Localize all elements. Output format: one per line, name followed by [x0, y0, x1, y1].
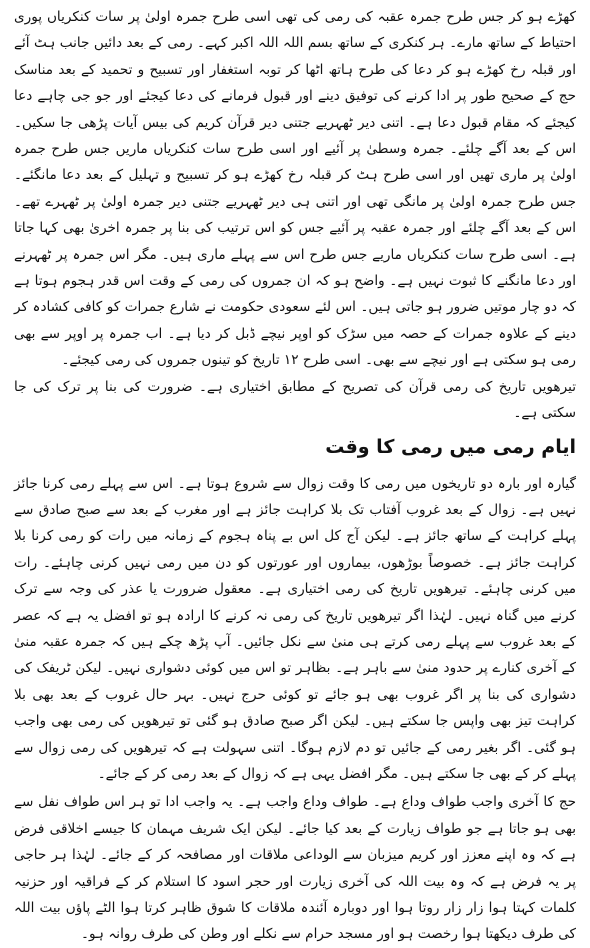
paragraph-ramy-timing: گیارہ اور بارہ دو تاریخوں میں رمی کا وقت زوال سے شروع ہوتا ہے۔ اس سے پہلے رمی کرنا جائز نہیں ہے۔ زوال کے بعد غروب آفتاب تک بلا کراہت جائز ہے اور مغرب کے بعد سے صبح صادق سے پہلے کراہت کے ساتھ جائز ہے۔ لیکن آج کل اس بے پناہ ہجوم کے زمانہ میں رات کو رمی کرنا بلا کراہت جائز ہے۔ خصوصاً بوڑھوں، بیماروں اور عورتوں کو دن میں رمی نہیں کرنی چاہئے۔ رات میں کرنی چاہئے۔ تیرھویں تاریخ کی رمی اختیاری ہے۔ معقول ضرورت یا عذر کی وجہ سے ترک کرنے میں گناہ نہیں۔ لہٰذا اگر تیرھویں تاریخ کی رمی نہ کرنے کا ارادہ ہو تو افضل یہ ہے کہ عصر کے بعد غروب سے پہلے رمی کرتے ہی منیٰ سے نکل جائیں۔ آپ پڑھ چکے ہیں کہ جمرہ عقبہ منیٰ کے آخری کنارے پر حدود منیٰ سے باہر ہے۔ بظاہر تو اس میں کوئی دشواری نہیں۔ لیکن ٹریفک کی دشواری کی بنا پر اگر غروب بھی ہو جائے تو کوئی حرج نہیں۔ بہر حال غروب کے بعد بھی بلا کراہت تیز بھی واپس جا سکتے ہیں۔ لیکن اگر صبح صادق ہو گئی تو تیرھویں کی رمی بھی واجب ہو گئی۔ اگر بغیر رمی کے جائیں تو دم لازم ہوگا۔ اتنی سہولت ہے کہ تیرھویں کی رمی زوال سے پہلے کر کے بھی جا سکتے ہیں۔ مگر افضل یہی ہے کہ زوال کے بعد رمی کر کے جائے۔ [14, 475, 576, 782]
paragraph-jamarat-ramy: کھڑے ہو کر جس طرح جمرہ عقبہ کی رمی کی تھی اسی طرح جمرہ اولیٰ پر سات کنکریاں پوری احتیاط کے ساتھ مارے۔ ہر کنکری کے ساتھ بسم اللہ اللہ اکبر کہے۔ رمی کے بعد دائیں جانب ہٹ آئے اور قبلہ رخ کھڑے ہو کر دعا کی طرح ہاتھ اٹھا کر توبہ استغفار اور تسبیح و تحمید کے بعد مناسک حج کے صحیح طور پر ادا کرنے کی توفیق دینے اور قبول فرمانے کی دعا کیجئے اور جو جی چاہے دعا کیجئے کہ مقام قبول دعا ہے۔ اتنی دیر ٹھہریے جتنی دیر قرآن کریم کی بیس آیات پڑھی جا سکیں۔ اس کے بعد آگے چلئے۔ جمرہ وسطیٰ پر آئیے اور اسی طرح سات کنکریاں ماریں جس طرح جمرہ اولیٰ پر ماری تھیں اور اسی طرح ہٹ کر قبلہ رخ کھڑے ہو کر تسبیح و تہلیل کے بعد دعا مانگئے۔ جس طرح جمرہ اولیٰ پر مانگی تھی اور اتنی ہی دیر ٹھہریے جتنی دیر جمرہ اولیٰ پر ٹھہرے تھے۔ اس کے بعد آگے چلئے اور جمرہ عقبہ پر آئیے جس کو اس ترتیب کی بنا پر جمرہ اخریٰ بھی کہا جاتا ہے۔ اسی طرح سات کنکریاں ماریے جس طرح اس سے پہلے ماری ہیں۔ مگر اس جمرہ پر ٹھہرنے اور دعا مانگنے کا ثبوت نہیں ہے۔ واضح ہو کہ ان جمروں کی رمی کے وقت اس قدر ہجوم ہوتا ہے کہ دو چار موتیں ضرور ہو جاتی ہیں۔ اس لئے سعودی حکومت نے شارع جمرات کو کافی کشادہ کر دینے کے علاوہ جمرات کے حصہ میں سڑک کو اوپر نیچے ڈبل کر دیا ہے۔ اب جمرہ پر اوپر سے بھی رمی ہو سکتی ہے اور نیچے سے بھی۔ اسی طرح ۱۲ تاریخ کو تینوں جمروں کی رمی کیجئے۔ [14, 9, 576, 369]
section-heading-ramy-time: ایام رمی میں رمی کا وقت [325, 435, 576, 458]
paragraph-tawaf-wida: حج کا آخری واجب طواف وداع ہے۔ طواف وداع واجب ہے۔ یہ واجب ادا تو ہر اس طواف نفل سے بھی ہو جاتا ہے جو طواف زیارت کے بعد کیا جائے۔ لیکن ایک شریف مہمان کا جیسے اخلاقی فرض ہے کہ وہ اپنے معزز اور کریم میزبان سے الوداعی ملاقات اور مصافحہ کر کے جائے۔ لہٰذا ہر حاجی پر یہ فرض ہے کہ وہ بیت اللہ کی آخری زیارت اور حجر اسود کا استلام کر کے فراقیہ اور حزنیہ کلمات کہتا ہوا زار زار روتا ہوا اور دوبارہ آئندہ ملاقات کا شوق ظاہر کرتا ہوا الٹے پاؤں بیت اللہ کی طرف دیکھتا ہوا رخصت ہو اور مسجد حرام سے نکلے اور وطن کی طرف روانہ ہو۔ [14, 794, 576, 943]
paragraph-thirteenth-ramy: تیرھویں تاریخ کی رمی قرآن کی تصریح کے مطابق اختیاری ہے۔ ضرورت کی بنا پر ترک کی جا سکتی ہے۔ [14, 378, 576, 422]
